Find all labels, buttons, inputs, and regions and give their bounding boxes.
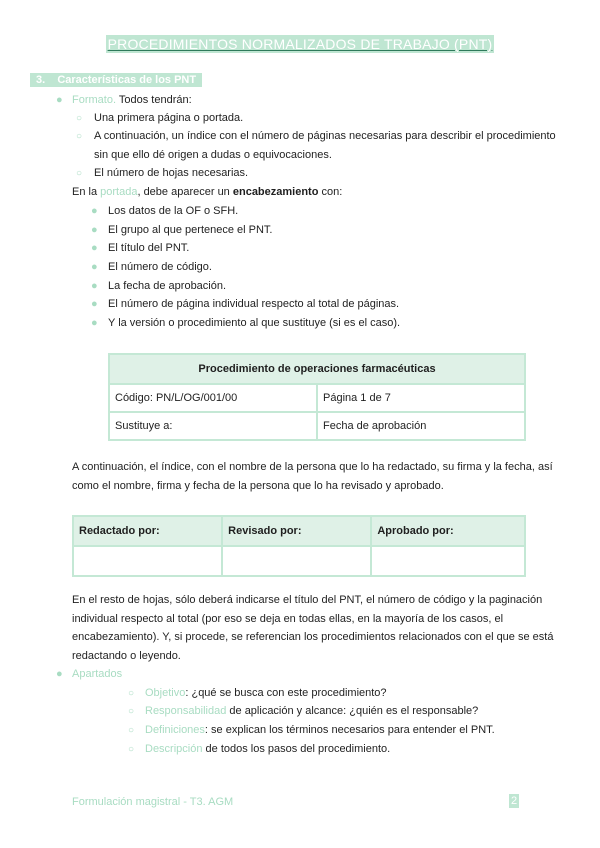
formato-item: A continuación, un índice con el número de páginas necesarias para describir el procedimiento (94, 130, 556, 142)
hollow-bullet-icon: ○ (76, 131, 83, 142)
bullet-icon: ● (56, 94, 63, 106)
page-title: PROCEDIMIENTOS NORMALIZADOS DE TRABAJO (PNT) (107, 36, 493, 52)
apartados-item: Responsabilidad de aplicación y alcance: ¿quién es el responsable? (145, 705, 479, 717)
formato-item: Una primera página o portada. (94, 112, 244, 124)
portada-line: En la portada, debe aparecer un encabezamiento con: (72, 186, 343, 198)
portada-item: La fecha de aprobación. (108, 280, 227, 292)
bullet-icon: ● (56, 668, 63, 680)
table-header: Redactado por: (73, 516, 222, 546)
table-header: Revisado por: (222, 516, 371, 546)
bullet-icon: ● (91, 317, 98, 329)
portada-item: Y la versión o procedimiento al que sustituye (si es el caso). (108, 317, 401, 329)
apartados-item: Objetivo: ¿qué se busca con este procedimiento? (145, 687, 387, 699)
portada-item: El número de página individual respecto al total de páginas. (108, 298, 400, 310)
apartados-item: Descripción de todos los pasos del procedimiento. (145, 743, 391, 755)
paragraph-line: redactando o leyendo. (72, 650, 181, 662)
portada-item: El número de código. (108, 261, 212, 273)
formato-item: El número de hojas necesarias. (94, 167, 249, 179)
paragraph-line: individual respecto al total (por eso se deja en todas ellas, en la mayoría de los casos, el (72, 613, 504, 625)
table-cell (73, 546, 222, 576)
bullet-icon: ● (91, 224, 98, 236)
portada-item: El título del PNT. (108, 242, 190, 254)
approval-table (72, 515, 526, 577)
section-heading: 3. Características de los PNT (30, 74, 202, 86)
hollow-bullet-icon: ○ (76, 113, 83, 124)
paragraph-line: encabezamiento). Y, si procede, se referencian los procedimientos relacionados con el que se está (72, 631, 554, 643)
bullet-icon: ● (91, 280, 98, 292)
bullet-icon: ● (91, 242, 98, 254)
footer-text: Formulación magistral - T3. AGM (72, 796, 234, 808)
bullet-icon: ● (91, 205, 98, 217)
apartados-item: Definiciones: se explican los términos necesarios para entender el PNT. (145, 724, 495, 736)
hollow-bullet-icon: ○ (128, 725, 135, 736)
paragraph-line: En el resto de hojas, sólo deberá indicarse el título del PNT, el número de código y la paginación (72, 594, 543, 606)
portada-item: El grupo al que pertenece el PNT. (108, 224, 273, 236)
hollow-bullet-icon: ○ (128, 744, 135, 755)
formato-line: Formato. Todos tendrán: (72, 94, 192, 106)
table-cell (371, 546, 525, 576)
paragraph-line: A continuación, el índice, con el nombre de la persona que lo ha redactado, su firma y la fecha, así (72, 461, 553, 473)
table-cell: Código: PN/L/OG/001/00 (109, 384, 317, 412)
hollow-bullet-icon: ○ (128, 688, 135, 699)
bullet-icon: ● (91, 298, 98, 310)
header-table (108, 353, 526, 441)
hollow-bullet-icon: ○ (76, 168, 83, 179)
table-cell: Página 1 de 7 (317, 384, 525, 412)
formato-item-cont: sin que ello dé origen a dudas o equivocaciones. (94, 149, 332, 161)
portada-item: Los datos de la OF o SFH. (108, 205, 239, 217)
apartados-label: Apartados (72, 668, 123, 680)
table-cell (222, 546, 371, 576)
page-number: 2 (511, 795, 518, 807)
hollow-bullet-icon: ○ (128, 706, 135, 717)
table-header: Aprobado por: (371, 516, 525, 546)
table-header: Procedimiento de operaciones farmacéuticas (109, 354, 525, 384)
bullet-icon: ● (91, 261, 98, 273)
table-cell: Fecha de aprobación (317, 412, 525, 440)
paragraph-line: como el nombre, firma y fecha de la persona que lo ha revisado y aprobado. (72, 480, 444, 492)
table-cell: Sustituye a: (109, 412, 317, 440)
